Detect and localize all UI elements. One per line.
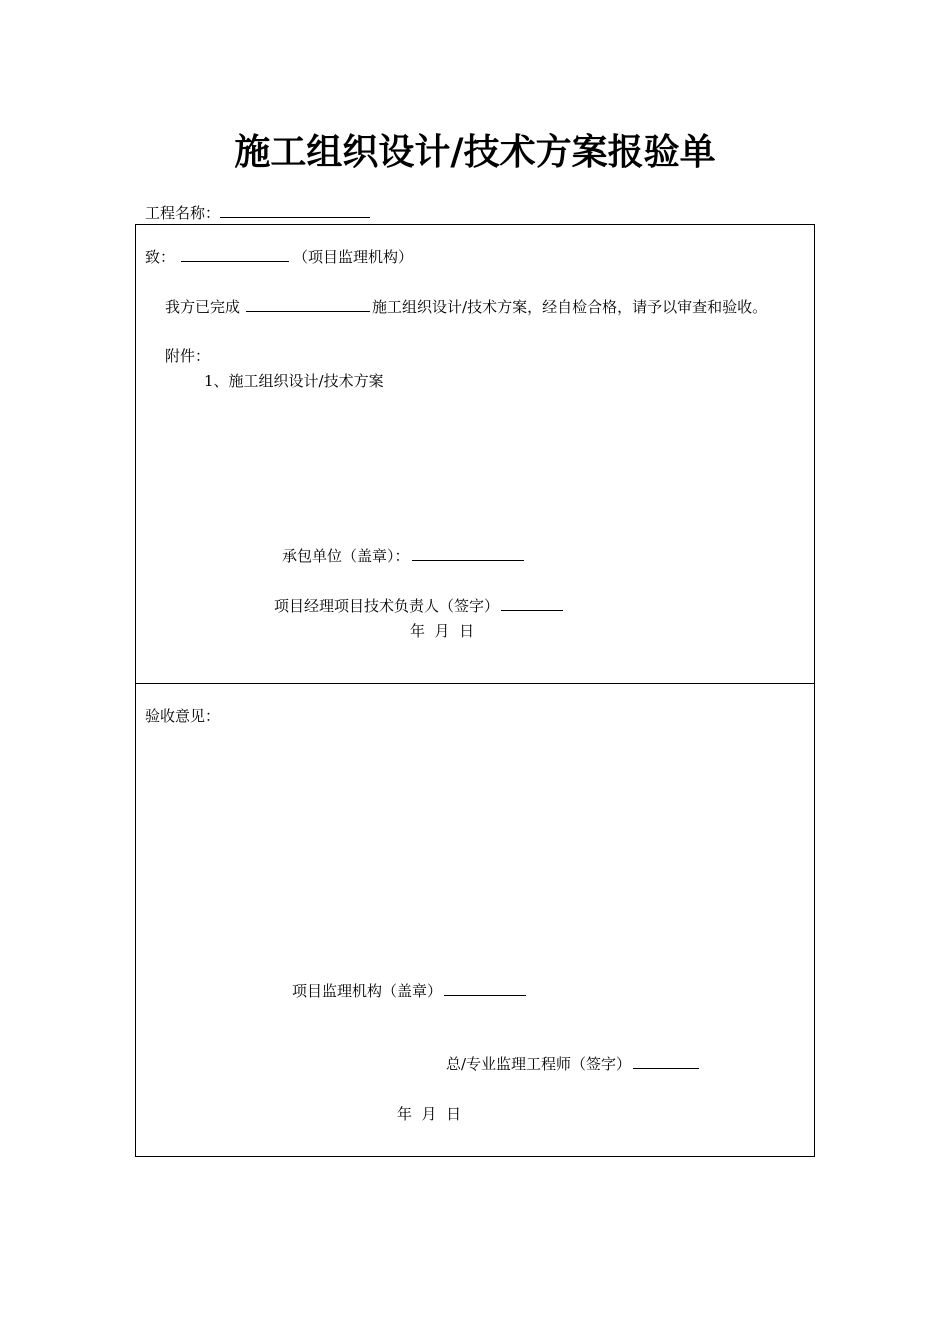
to-blank[interactable] [181, 246, 289, 262]
project-name-row [145, 202, 370, 223]
to-label: 致： [145, 248, 176, 266]
engineer-row [446, 1053, 699, 1074]
statement-prefix: 我方已完成 [165, 298, 241, 316]
statement-suffix: 施工组织设计/技术方案，经自检合格，请予以审查和验收。 [372, 298, 768, 316]
manager-label: 项目经理项目技术负责人（签字） [274, 597, 500, 615]
agency-label: 项目监理机构（盖章） [292, 982, 443, 1000]
attachment-label: 附件： [165, 347, 211, 365]
engineer-label: 总/专业监理工程师（签字） [446, 1055, 632, 1073]
agency-row [292, 980, 526, 1001]
agency-blank[interactable] [444, 980, 526, 996]
to-suffix: （项目监理机构） [293, 248, 414, 266]
project-name-label: 工程名称： [145, 204, 221, 222]
contractor-label: 承包单位（盖章）： [282, 547, 410, 565]
section1-date: 年 月 日 [410, 622, 475, 640]
attachment-item: 1、施工组织设计/技术方案 [204, 372, 384, 390]
engineer-blank[interactable] [633, 1053, 699, 1069]
manager-blank[interactable] [501, 595, 563, 611]
contractor-blank[interactable] [412, 545, 524, 561]
section2-date: 年 月 日 [397, 1105, 462, 1123]
statement-row [165, 296, 767, 317]
acceptance-section [135, 683, 815, 1157]
contractor-row [282, 545, 524, 566]
project-name-blank[interactable] [220, 202, 370, 218]
manager-row [274, 595, 563, 616]
to-row [145, 246, 413, 267]
page-title: 施工组织设计/技术方案报验单 [234, 131, 716, 173]
statement-blank[interactable] [246, 296, 370, 312]
opinion-label: 验收意见： [145, 707, 221, 725]
